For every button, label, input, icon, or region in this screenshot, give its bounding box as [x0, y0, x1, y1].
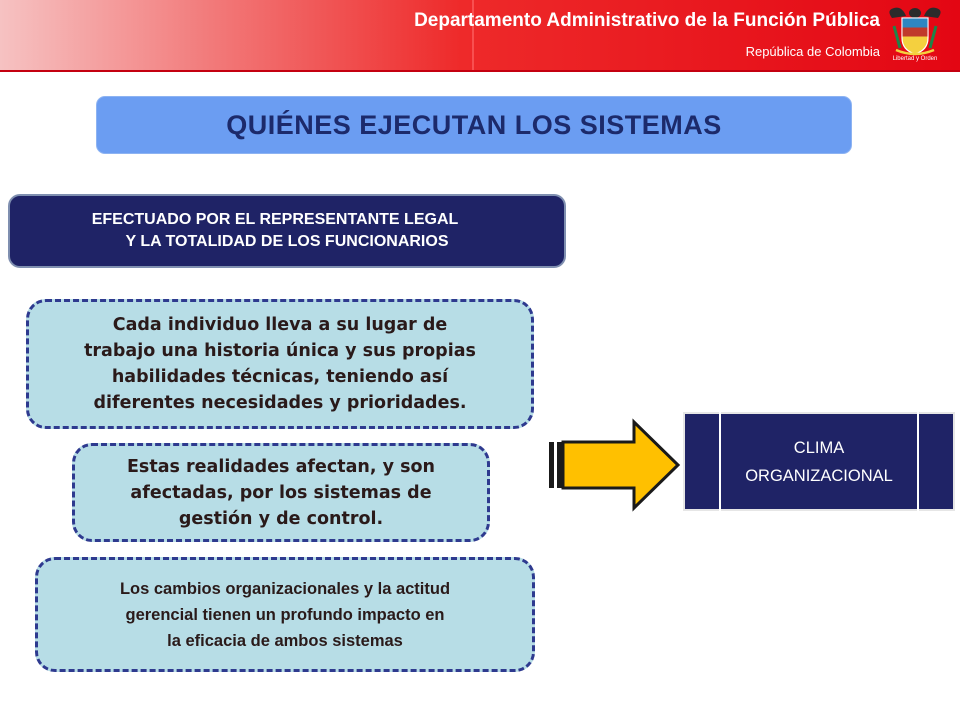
box2-line-1: Estas realidades afectan, y son [126, 456, 436, 477]
box3-line-3: la eficacia de ambos sistemas [167, 631, 403, 650]
effect-line-2: Y LA TOTALIDAD DE LOS FUNCIONARIOS [125, 233, 449, 250]
motto-text: Libertad y Orden [892, 56, 938, 62]
box1-line-2: trabajo una historia única y sus propias [84, 341, 476, 361]
box1-line-4: diferentes necesidades y prioridades. [93, 393, 467, 413]
realities-box [72, 443, 490, 542]
effect-box [8, 194, 566, 268]
box3-line-2: gerencial tienen un profundo impacto en [125, 605, 445, 624]
box1-line-3: habilidades técnicas, teniendo así [111, 367, 449, 387]
effect-line-1: EFECTUADO POR EL REPRESENTANTE LEGAL [91, 211, 459, 228]
individual-history-box [26, 299, 534, 429]
header-rule [0, 70, 960, 72]
clima-line-1: CLIMA [793, 438, 845, 457]
box2-line-2: afectadas, por los sistemas de [130, 482, 432, 503]
clima-inner [719, 412, 919, 511]
box3-line-1: Los cambios organizacionales y la actitud [119, 579, 451, 598]
clima-line-2: ORGANIZACIONAL [745, 466, 893, 485]
country-name: República de Colombia [745, 44, 880, 59]
department-name: Departamento Administrativo de la Función Pública [414, 10, 880, 31]
organizational-changes-box [35, 557, 535, 672]
header-band [0, 0, 960, 72]
page-title: QUIÉNES EJECUTAN LOS SISTEMAS [226, 109, 722, 140]
title-bar [96, 96, 852, 154]
clima-organizacional-box [683, 412, 955, 511]
box2-line-3: gestión y de control. [178, 508, 384, 529]
box1-line-1: Cada individuo lleva a su lugar de [112, 315, 448, 335]
right-arrow-icon [546, 418, 682, 512]
